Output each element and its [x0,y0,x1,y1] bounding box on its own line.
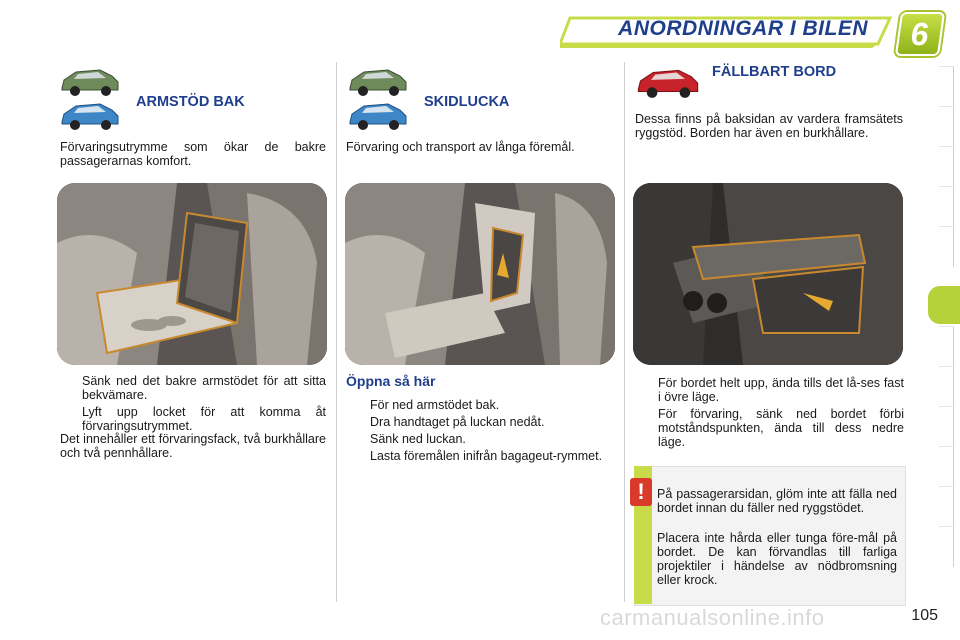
ski-hatch-intro: Förvaring och transport av långa föremål. [346,140,575,154]
armrest-photo [57,183,327,365]
page-title: ANORDNINGAR I BILEN [618,17,868,40]
warning-text-2: Placera inte hårda eller tunga före-mål på bordet. De kan förvandlas till farliga projektiler i händelse av nödbromsning eller krock. [657,531,897,587]
chapter-tab[interactable] [939,186,954,227]
section-heading-folding-table: FÄLLBART BORD [712,64,837,80]
ski-hatch-photo [345,183,615,365]
section-heading-ski-hatch: SKIDLUCKA [424,94,510,110]
folding-table-photo [633,183,903,365]
list-item: Lyft upp locket för att komma åt förvaringsutrymmet. [82,405,326,433]
folding-table-intro: Dessa finns på baksidan av vardera framsätets ryggstöd. Borden har även en burkhållare. [635,112,903,140]
chapter-tab[interactable] [939,446,954,487]
chapter-tab[interactable] [939,526,954,567]
list-item: Sänk ned det bakre armstödet för att sitta bekvämare. [82,374,326,402]
section-heading-armrest: ARMSTÖD BAK [136,94,245,110]
chapter-tab[interactable] [939,406,954,447]
car-blue-icon [58,98,122,132]
list-item: Dra handtaget på luckan nedåt. [370,415,545,429]
chapter-tab[interactable] [939,486,954,527]
warning-icon: ! [630,478,652,506]
car-blue-icon [346,98,410,132]
armrest-steps [60,374,326,436]
car-red-icon [634,64,702,100]
warning-text-1: På passagerarsidan, glöm inte att fälla ned bordet innan du fäller ned ryggstödet. [657,487,897,515]
armrest-outro: Det innehåller ett förvaringsfack, två burkhållare och två pennhållare. [60,432,326,460]
chapter-tab[interactable] [939,106,954,147]
folding-table-steps [636,376,904,452]
column-divider [624,62,625,602]
chapter-tab[interactable] [939,226,954,267]
car-green-icon [58,64,122,98]
chapter-tab[interactable] [939,66,954,107]
armrest-intro: Förvaringsutrymme som ökar de bakre passagerarnas komfort. [60,140,326,168]
list-item: Lasta föremålen inifrån bagageut-rymmet. [370,449,603,463]
chapter-tab[interactable] [939,146,954,187]
open-instructions-heading: Öppna så här [346,373,436,389]
chapter-tab-active[interactable] [928,286,960,324]
chapter-tab[interactable] [939,326,954,367]
list-item: För förvaring, sänk ned bordet förbi motståndspunkten, ända till dess nedre läge. [658,407,904,449]
ski-hatch-steps [348,398,614,466]
watermark: carmanualsonline.info [600,605,825,630]
list-item: För ned armstödet bak. [370,398,500,412]
chapter-tab[interactable] [939,366,954,407]
car-green-icon [346,64,410,98]
chapter-badge: 6 [895,12,945,56]
column-divider [336,62,337,602]
page-number: 105 [911,607,938,624]
list-item: För bordet helt upp, ända tills det lå-ses fast i övre läge. [658,376,904,404]
list-item: Sänk ned luckan. [370,432,466,446]
